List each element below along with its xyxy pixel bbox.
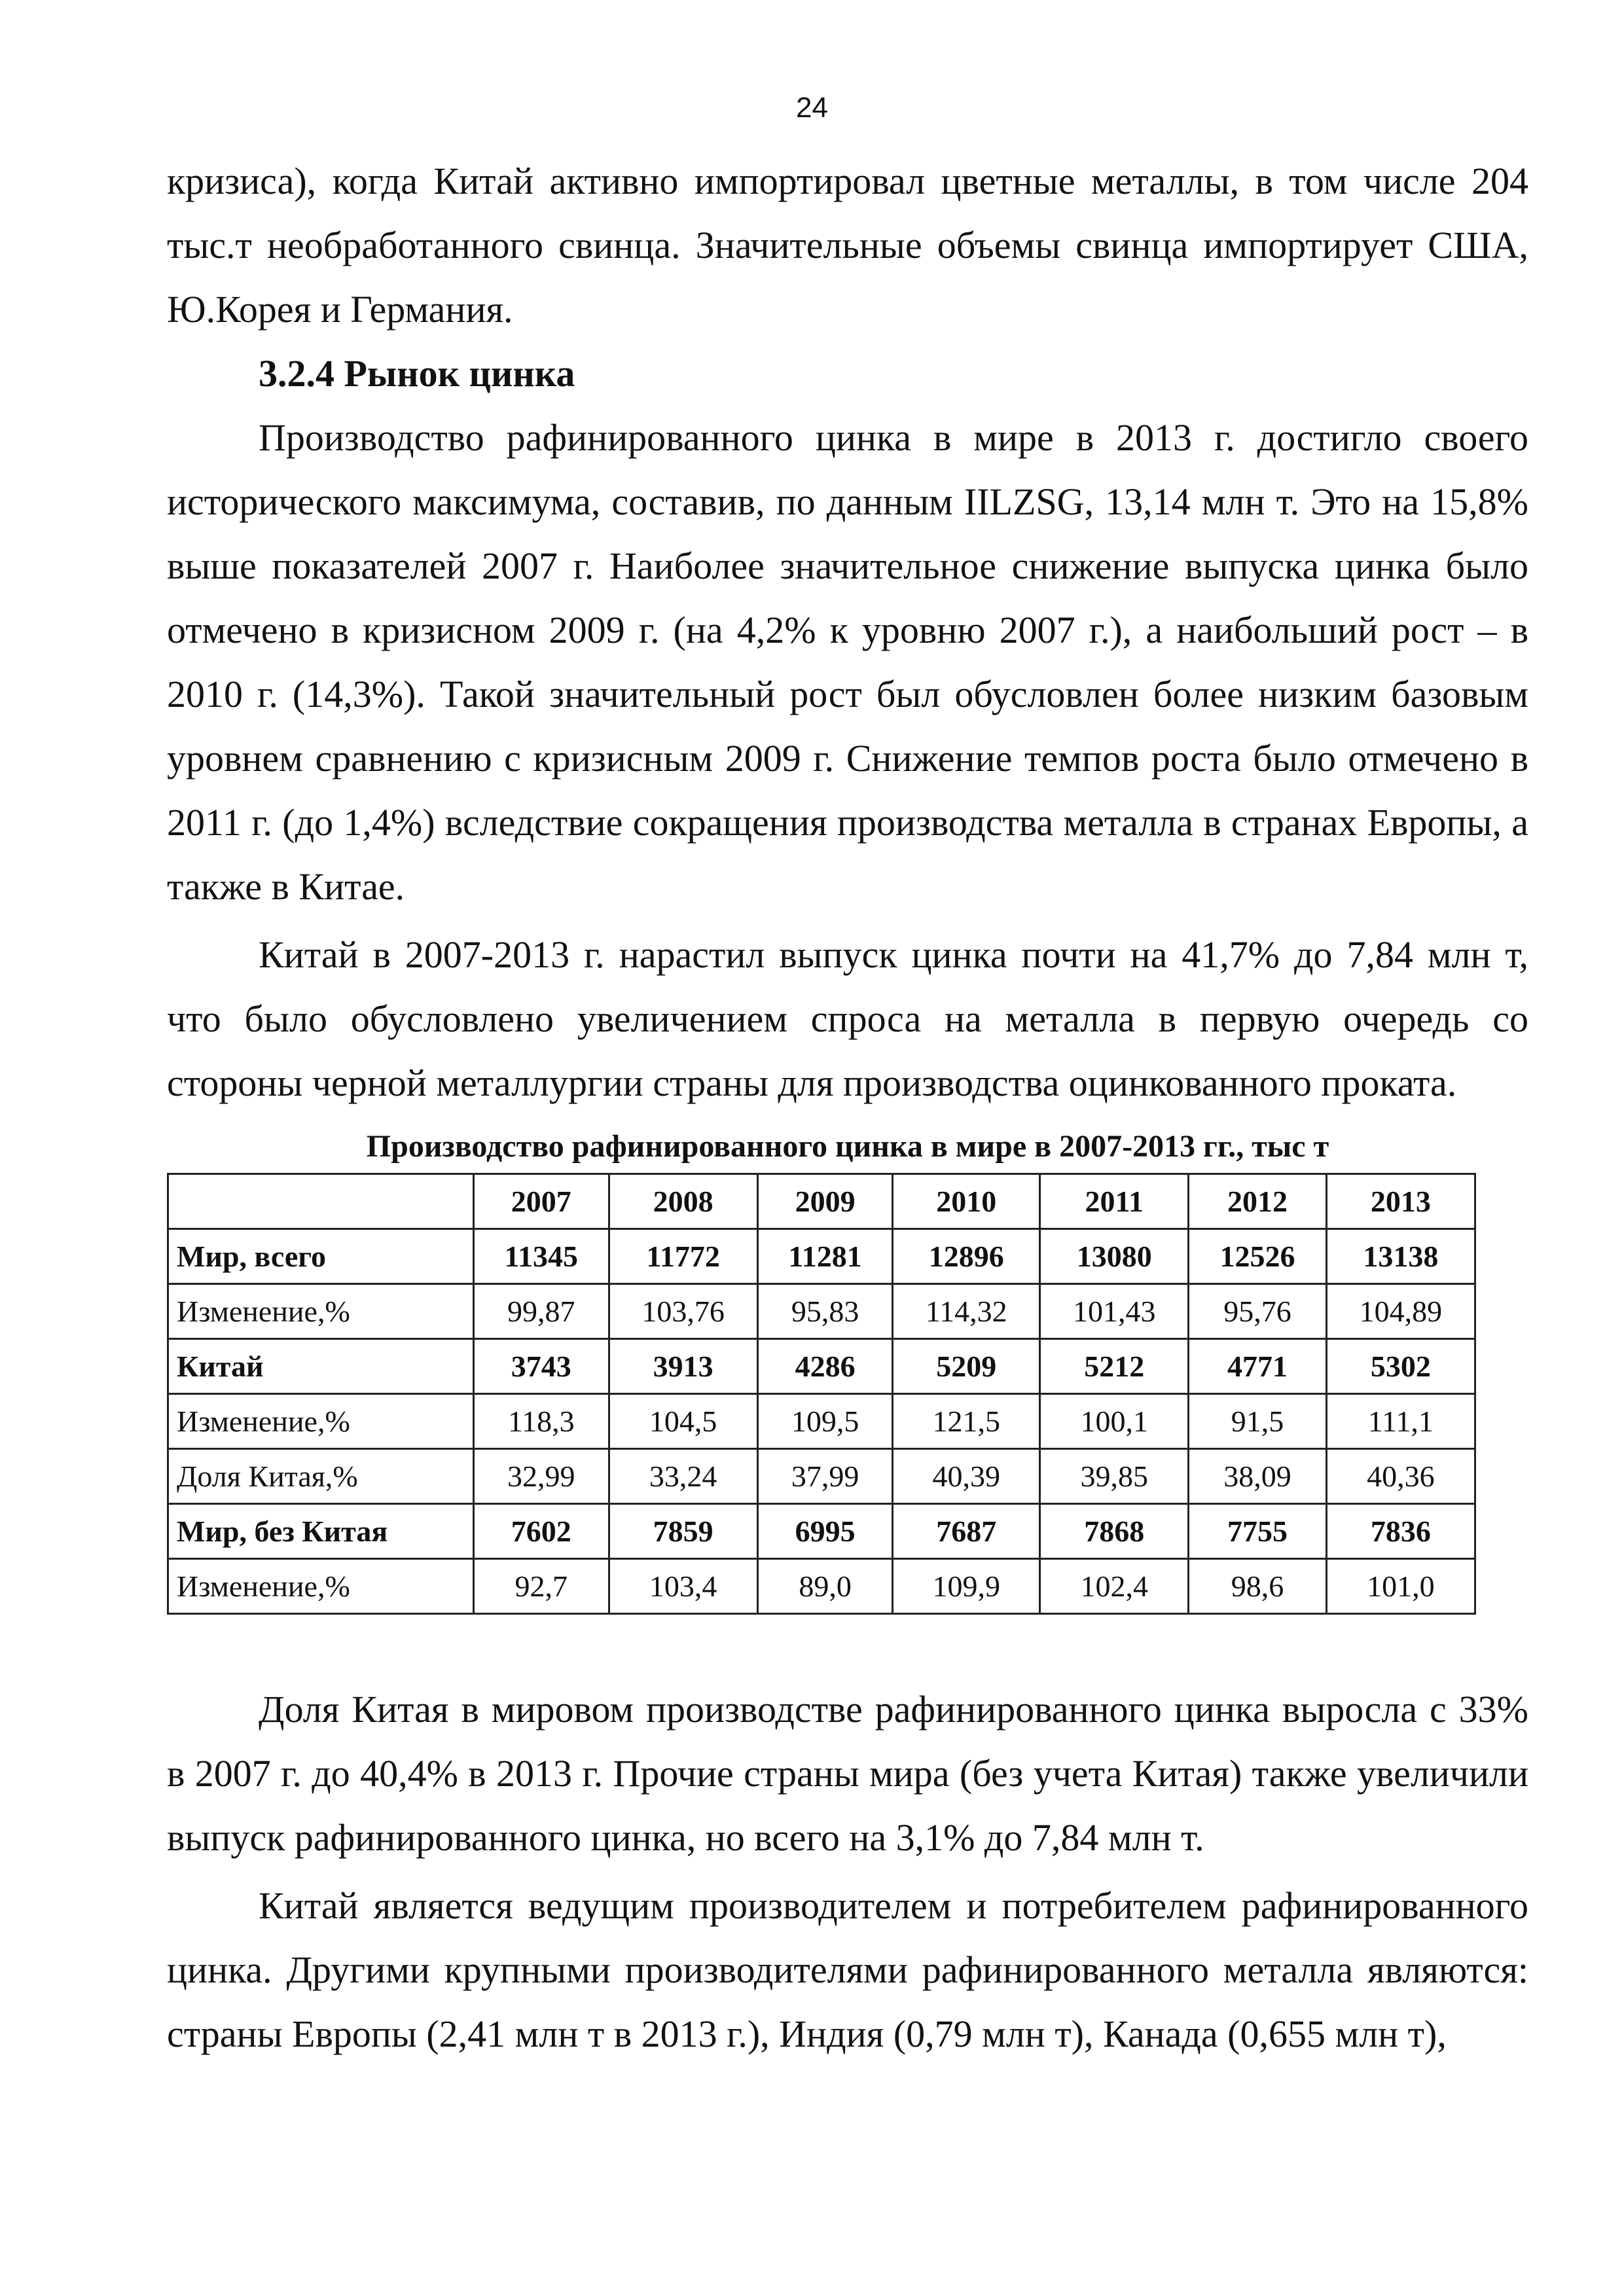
row-label: Китай: [168, 1339, 474, 1394]
year-header: 2007: [474, 1174, 609, 1229]
year-header: 2009: [757, 1174, 893, 1229]
table-cell: 12896: [893, 1229, 1040, 1284]
row-label: Изменение,%: [168, 1284, 474, 1339]
table-cell: 7868: [1040, 1504, 1189, 1559]
page-content: [167, 149, 1528, 2066]
paragraph-china-output: Китай в 2007-2013 г. нарастил выпуск цинка почти на 41,7% до 7,84 млн т, что было обусловлено увеличением спроса на металла в первую очередь со стороны черной металлургии страны для производства оцинкованного проката.: [167, 933, 1528, 1104]
table-row: [168, 1339, 1475, 1394]
table-cell: 33,24: [609, 1449, 757, 1504]
table-header-row: [168, 1174, 1475, 1229]
table-row: [168, 1229, 1475, 1284]
table-cell: 4771: [1189, 1339, 1326, 1394]
table-cell: 102,4: [1040, 1559, 1189, 1614]
table-cell: 38,09: [1189, 1449, 1326, 1504]
table-row: [168, 1284, 1475, 1339]
table-cell: 3913: [609, 1339, 757, 1394]
table-cell: 7755: [1189, 1504, 1326, 1559]
table-cell: 4286: [757, 1339, 893, 1394]
section-heading: 3.2.4 Рынок цинка: [259, 352, 575, 395]
paragraph-china-share: Доля Китая в мировом производстве рафинированного цинка выросла с 33% в 2007 г. до 40,4% в 2013 г. Прочие страны мира (без учета Китая) также увеличили выпуск рафинированного цинка, но всего на 3,1% до 7,84 млн т.: [167, 1688, 1528, 1859]
table-cell: 101,43: [1040, 1284, 1189, 1339]
table-cell: 92,7: [474, 1559, 609, 1614]
table-row: [168, 1449, 1475, 1504]
row-label: Изменение,%: [168, 1394, 474, 1449]
year-header: 2013: [1326, 1174, 1475, 1229]
table-cell: 37,99: [757, 1449, 893, 1504]
table-body: [168, 1229, 1475, 1614]
paragraph-zinc-production: Производство рафинированного цинка в мире в 2013 г. достигло своего исторического максимума, составив, по данным IILZSG, 13,14 млн т. Это на 15,8% выше показателей 2007 г. Наиболее значительное снижение выпуска цинка было отмечено в кризисном 2009 г. (на 4,2% к уровню 2007 г.), а наибольший рост – в 2010 г. (14,3%). Такой значительный рост был обусловлен более низким базовым уровнем сравнению с кризисным 2009 г. Снижение темпов роста было отмечено в 2011 г. (до 1,4%) вследствие сокращения производства металла в странах Европы, а также в Китае.: [167, 416, 1528, 908]
table-cell: 109,9: [893, 1559, 1040, 1614]
table-cell: 100,1: [1040, 1394, 1189, 1449]
table-cell: 40,39: [893, 1449, 1040, 1504]
table-row: [168, 1394, 1475, 1449]
year-header: 2010: [893, 1174, 1040, 1229]
table-cell: 95,76: [1189, 1284, 1326, 1339]
table-cell: 111,1: [1326, 1394, 1475, 1449]
table-cell: 98,6: [1189, 1559, 1326, 1614]
row-label: Доля Китая,%: [168, 1449, 474, 1504]
table-cell: 11345: [474, 1229, 609, 1284]
row-label: Мир, без Китая: [168, 1504, 474, 1559]
table-cell: 12526: [1189, 1229, 1326, 1284]
table-corner-cell: [168, 1174, 474, 1229]
table-cell: 91,5: [1189, 1394, 1326, 1449]
table-cell: 99,87: [474, 1284, 609, 1339]
year-header: 2012: [1189, 1174, 1326, 1229]
table-cell: 13080: [1040, 1229, 1189, 1284]
table-cell: 11281: [757, 1229, 893, 1284]
table-cell: 11772: [609, 1229, 757, 1284]
table-cell: 13138: [1326, 1229, 1475, 1284]
table-cell: 89,0: [757, 1559, 893, 1614]
table-row: [168, 1559, 1475, 1614]
table-cell: 104,5: [609, 1394, 757, 1449]
table-cell: 5209: [893, 1339, 1040, 1394]
table-cell: 5302: [1326, 1339, 1475, 1394]
table-cell: 39,85: [1040, 1449, 1189, 1504]
paragraph-continuation: кризиса), когда Китай активно импортировал цветные металлы, в том числе 204 тыс.т необработанного свинца. Значительные объемы свинца импортирует США, Ю.Корея и Германия.: [167, 160, 1528, 331]
table-cell: 40,36: [1326, 1449, 1475, 1504]
row-label: Мир, всего: [168, 1229, 474, 1284]
table-cell: 7602: [474, 1504, 609, 1559]
table-cell: 121,5: [893, 1394, 1040, 1449]
table-cell: 95,83: [757, 1284, 893, 1339]
table-cell: 3743: [474, 1339, 609, 1394]
page-number: 24: [796, 92, 828, 124]
table-cell: 103,4: [609, 1559, 757, 1614]
table-cell: 109,5: [757, 1394, 893, 1449]
table-cell: 101,0: [1326, 1559, 1475, 1614]
year-header: 2008: [609, 1174, 757, 1229]
paragraph-major-producers: Китай является ведущим производителем и потребителем рафинированного цинка. Другими крупными производителями рафинированного металла являются: страны Европы (2,41 млн т в 2013 г.), Индия (0,79 млн т), Канада (0,655 млн т),: [167, 1884, 1528, 2055]
table-cell: 104,89: [1326, 1284, 1475, 1339]
table-cell: 114,32: [893, 1284, 1040, 1339]
table-caption: Производство рафинированного цинка в мире в 2007-2013 гг., тыс т: [366, 1129, 1329, 1164]
table-cell: 7836: [1326, 1504, 1475, 1559]
table-cell: 6995: [757, 1504, 893, 1559]
table-cell: 7859: [609, 1504, 757, 1559]
table-cell: 7687: [893, 1504, 1040, 1559]
table-cell: 5212: [1040, 1339, 1189, 1394]
table-cell: 118,3: [474, 1394, 609, 1449]
year-header: 2011: [1040, 1174, 1189, 1229]
table-row: [168, 1504, 1475, 1559]
table-cell: 32,99: [474, 1449, 609, 1504]
table-cell: 103,76: [609, 1284, 757, 1339]
zinc-production-table: [167, 1173, 1476, 1615]
row-label: Изменение,%: [168, 1559, 474, 1614]
